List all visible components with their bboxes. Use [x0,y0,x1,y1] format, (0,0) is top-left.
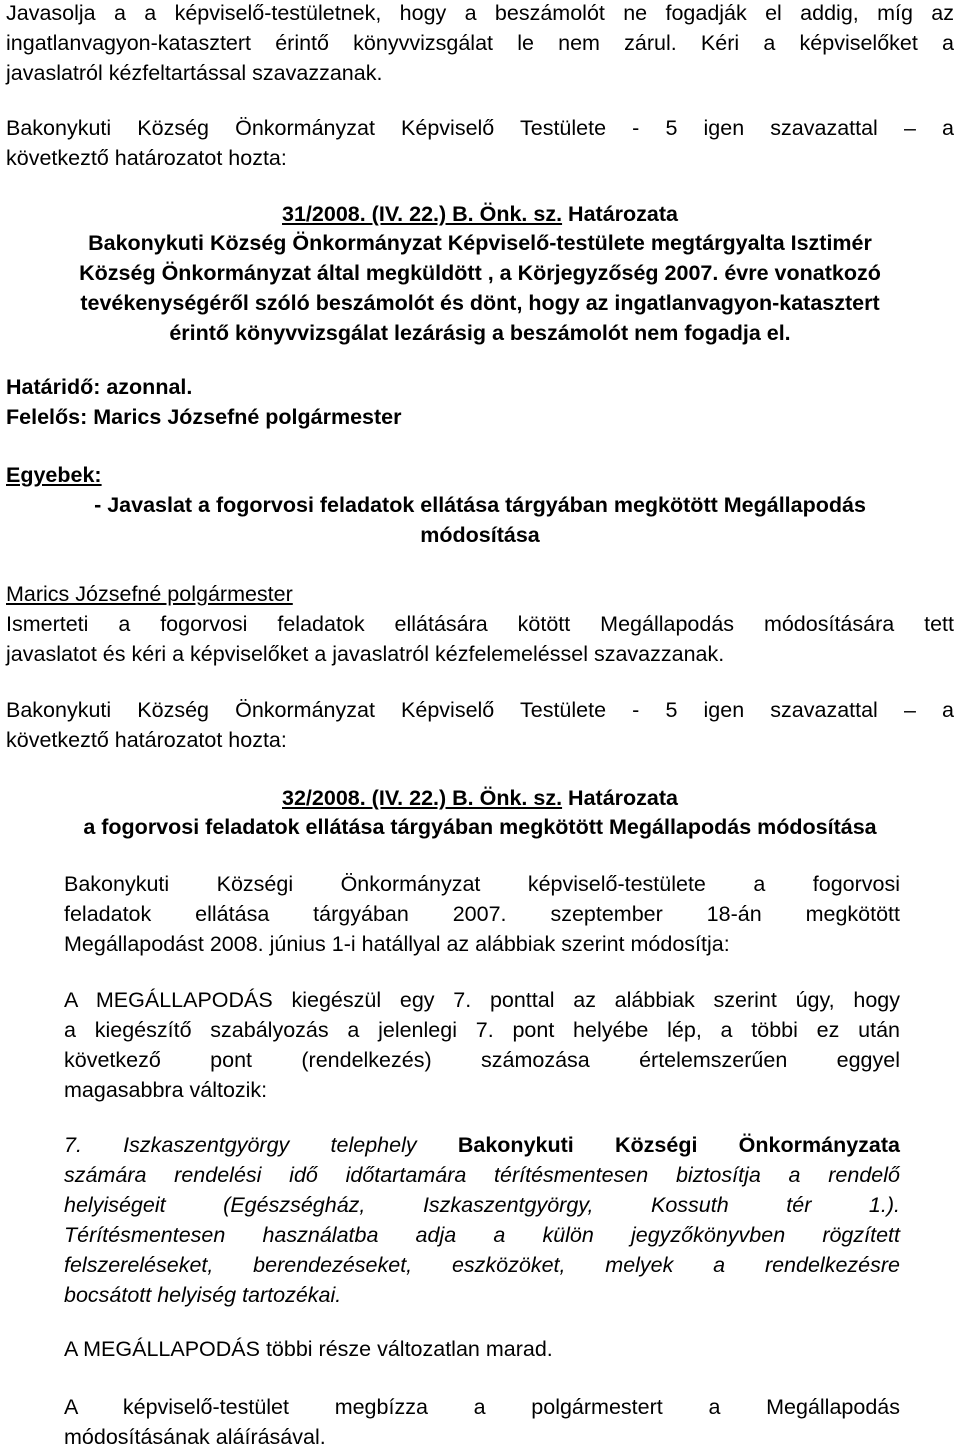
point-7-paragraph [64,1130,900,1310]
text-line: Térítésmentesen használatba adja a külön jegyzőkönyvben rögzített [64,1223,900,1247]
text-line: helyiségeit (Egészségház, Iszkaszentgyörgy, Kossuth tér 1.). [64,1193,900,1217]
point-7-municipality: Bakonykuti Községi Önkormányzata [457,1133,900,1157]
resolution-32-paragraph-3: A MEGÁLLAPODÁS többi része változatlan marad. [64,1337,553,1361]
text-line: Bakonykuti Község Önkormányzat Képviselő Testülete - 5 igen szavazattal – a [6,116,954,140]
text-line: Község Önkormányzat által megküldött , a Körjegyzőség 2007. évre vonatkozó [79,261,881,285]
intro-paragraph [6,0,954,88]
resolution-32-paragraph-2 [64,985,900,1105]
text-line: A képviselő-testület megbízza a polgármestert a Megállapodás [64,1395,900,1419]
speaker-section [6,579,954,669]
text-line: érintő könyvvizsgálat lezárásig a beszámolót nem fogadja el. [169,321,791,345]
text-line: a kiegészítő szabályozás a jelenlegi 7. pont helyébe lép, a többi ez után [64,1018,900,1042]
resolution-32-subtitle: a fogorvosi feladatok ellátása tárgyában megkötött Megállapodás módosítása [83,815,877,839]
text-line: következtő határozatot hozta: [6,146,287,170]
text-line: Bakonykuti Község Önkormányzat Képviselő Testülete - 5 igen szavazattal – a [6,698,954,722]
text-line: tevékenységéről szóló beszámolót és dönt, hogy az ingatlanvagyon-katasztert [80,291,880,315]
vote-statement-2 [6,695,954,755]
text-line: A MEGÁLLAPODÁS kiegészül egy 7. ponttal az alábbiak szerint úgy, hogy [64,988,900,1012]
point-7-prefix: 7. Iszkaszentgyörgy telephely [64,1133,458,1157]
resolution-title: Határozata [568,202,678,226]
resolution-number: 32/2008. (IV. 22.) B. Önk. sz. [282,786,563,810]
responsible: Felelős: Marics Józsefné polgármester [6,405,402,429]
other-business [6,460,954,550]
resolution-31-body [6,228,954,348]
text-line: Ismerteti a fogorvosi feladatok ellátására kötött Megállapodás módosítására tett [6,612,954,636]
resolution-31-meta [6,372,954,432]
text-line: javaslatról kézfeltartással szavazzanak. [6,61,383,85]
text-line: feladatok ellátása tárgyában 2007. szeptember 18-án megkötött [64,902,900,926]
speaker-name: Marics Józsefné polgármester [6,582,293,606]
text-line: ingatlanvagyon-katasztert érintő könyvvizsgálat le nem zárul. Kéri a képviselőket a [6,31,954,55]
resolution-32-paragraph-4 [64,1392,900,1452]
text-line: magasabbra változik: [64,1078,268,1102]
text-line: Bakonykuti Község Önkormányzat Képviselő-testülete megtárgyalta Isztimér [88,231,872,255]
text-line: Javasolja a a képviselő-testületnek, hogy a beszámolót ne fogadják el addig, míg az [6,1,954,25]
resolution-32-heading [6,783,954,813]
text-line: felszereléseket, berendezéseket, eszközöket, melyek a rendelkezésre [64,1253,900,1277]
resolution-31-heading [6,199,954,229]
text-line: módosításának aláírásával. [64,1425,326,1449]
resolution-32-paragraph-1 [64,869,900,959]
section-heading: Egyebek: [6,463,102,487]
deadline: Határidő: azonnal. [6,375,193,399]
text-line: következő pont (rendelkezés) számozása értelemszerűen eggyel [64,1048,900,1072]
text-line: számára rendelési idő időtartamára térítésmentesen biztosítja a rendelő [64,1163,900,1187]
text-line: Bakonykuti Községi Önkormányzat képviselő-testülete a fogorvosi [64,872,900,896]
vote-statement-1 [6,113,954,173]
text-line: Megállapodást 2008. június 1-i hatállyal az alábbiak szerint módosítja: [64,932,730,956]
agenda-item: - Javaslat a fogorvosi feladatok ellátása tárgyában megkötött Megállapodás [94,493,866,517]
agenda-item: módosítása [420,523,540,547]
resolution-number: 31/2008. (IV. 22.) B. Önk. sz. [282,202,563,226]
text-line: következtő határozatot hozta: [6,728,287,752]
resolution-title: Határozata [568,786,678,810]
text-line [64,1130,900,1160]
text-line: javaslatot és kéri a képviselőket a javaslatról kézfelemeléssel szavazzanak. [6,642,725,666]
text-line: bocsátott helyiség tartozékai. [64,1283,342,1307]
